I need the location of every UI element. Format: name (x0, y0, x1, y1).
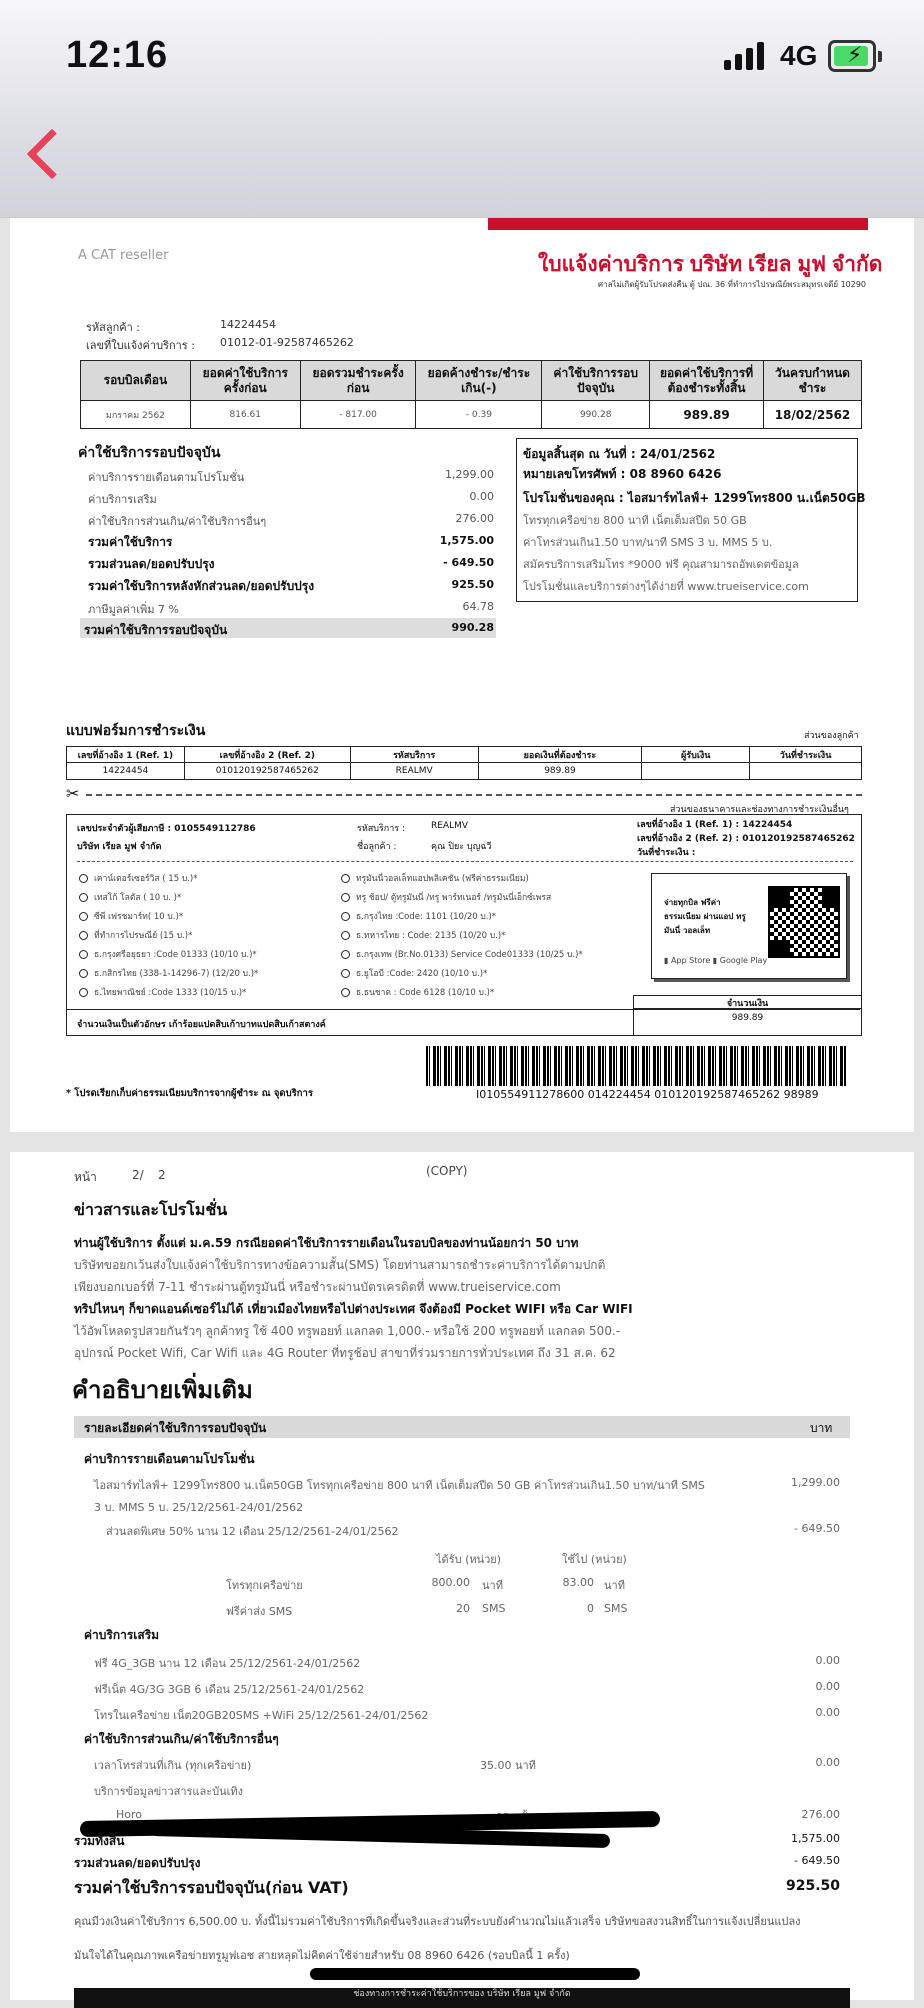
channel-item: ธ.กรุงเทพ (Br.No.0133) Service Code01333 (10/25 บ.)* (341, 947, 583, 961)
total-label: รวมทั้งสิ้น (74, 1834, 125, 1848)
usage-used-unit: นาที (604, 1579, 625, 1592)
charge-value: 0.00 (469, 490, 494, 503)
payform-note: ส่วนของลูกค้า (804, 731, 859, 741)
channel-item: เคาน์เตอร์เซอร์วิส ( 15 บ.)* (79, 871, 197, 885)
radio-icon (79, 874, 88, 883)
amount-due-cell: 989.89 (650, 401, 764, 429)
network-type: 4G (780, 40, 818, 71)
news-line: เพียงบอกเบอร์ที่ 7-11 ชำระผ่านตู้ทรูมันนี่ หรือชำระผ่านบัตรเครดิตที่ www.trueiservice.com (74, 1280, 561, 1294)
charge-value: 925.50 (451, 578, 494, 591)
charges-total-label: รวมค่าใช้บริการรอบปัจจุบัน (84, 623, 228, 637)
radio-icon (79, 912, 88, 921)
info-phone: หมายเลขโทรศัพท์ : 08 8960 6426 (523, 467, 722, 481)
ref1: เลขที่อ้างอิง 1 (Ref. 1) : 14224454 (637, 820, 793, 830)
info-line: สมัครบริการเสริมโทร *9000 ฟรี คุณสามารถอัพเดตข้อมูล (523, 558, 799, 571)
tax-id: เลขประจำตัวผู้เสียภาษี : 0105549112786 (77, 824, 256, 834)
pay-header: เลขที่อ้างอิง 1 (Ref. 1) (67, 747, 185, 763)
qr-promo-text: จ่ายทุกบิล ฟรีค่าธรรมเนียม ผ่านแอป ทรูมันนี่ วอลเล็ท (664, 898, 746, 935)
usage-used: 83.00 (562, 1576, 594, 1589)
usage-got-unit: SMS (482, 1602, 506, 1615)
radio-icon (341, 969, 350, 978)
extra-title: ค่าใช้บริการส่วนเกิน/ค่าใช้บริการอื่นๆ (84, 1732, 279, 1746)
used-units-label: ใช้ไป (หน่วย) (562, 1553, 627, 1566)
received-units-label: ได้รับ (หน่วย) (436, 1553, 502, 1566)
footnote-credit-limit: คุณมีวงเงินค่าใช้บริการ 6,500.00 บ. ทั้งนี้ไม่รวมค่าใช้บริการที่เกิดขึ้นจริงและส่วนที่ระบบยังคำนวณไม่แล้วเสร็จ บริษัทขอสงวนสิทธิ์ในการแจ้งเปลี่ยนแปลง (74, 1915, 801, 1928)
page-label: หน้า (74, 1170, 97, 1184)
final-value: 925.50 (785, 1878, 840, 1894)
pay-cell: 14224454 (67, 763, 185, 780)
pay-date-label: วันที่ชำระเงิน : (637, 848, 696, 858)
bill-page-1 (10, 216, 914, 1132)
bill-page-2 (10, 1152, 914, 2000)
channel-item: ธ.ธนชาต : Code 6128 (10/10 บ.)* (341, 985, 494, 999)
return-address: ศาลไม่เกิดผู้รับโปรดส่งคืน ตู้ ปณ. 36 ที่ทำการไปรษณีย์พระสมุทรเจดีย์ 10290 (598, 280, 867, 289)
monthly-line-1: ไอสมาร์ทไลฟ์+ 1299โทร800 น.เน็ต50GB โทรทุกเครือข่าย 800 นาที เน็ตเต็มสปีด 50 GB ค่าโทรส่วนเกิน1.50 บาท/นาที SMS (94, 1479, 705, 1492)
monthly-value: 1,299.00 (791, 1476, 840, 1489)
status-bar (0, 0, 924, 218)
invoice-no-label: เลขที่ใบแจ้งค่าบริการ : (86, 339, 195, 352)
usage-got: 20 (456, 1602, 470, 1615)
cut-line (86, 794, 862, 796)
channel-item: เทสโก้ โลตัส ( 10 บ. )* (79, 890, 181, 904)
extra-info: บริการข้อมูลข่าวสารและบันเทิง (94, 1785, 244, 1798)
reseller-note: A CAT reseller (78, 248, 169, 263)
clock: 12:16 (66, 34, 169, 76)
usage-name: ฟรีค่าส่ง SMS (226, 1605, 293, 1618)
summary-header: ยอดค่าใช้บริการครั้งก่อน (190, 361, 300, 401)
channel-item: ทรู ช้อป/ ตู้ทรูมันนี่ /ทรู พาร์ทเนอร์ /ทรูมันนี่เอ็กซ์เพรส (341, 890, 551, 904)
amount-in-words: จำนวนเงินเป็นตัวอักษร เก้าร้อยแปดสิบเก้าบาทแปดสิบเก้าสตางค์ (77, 1020, 326, 1030)
footnote-network: มันใจได้ในคุณภาพเครือข่ายทรูมูฟเอช สายหลุดไม่คิดค่าใช้จ่ายสำหรับ 08 8960 6426 (รอบบิลนี้ 1 ครั้ง) (74, 1949, 570, 1962)
news-line: บริษัทขอยกเว้นส่งใบแจ้งค่าใช้บริการทางข้อความสั้น(SMS) โดยท่านสามารถชำระค่าบริการได้ตามปกติ (74, 1258, 606, 1272)
news-title: ข่าวสารและโปรโมชั่น (74, 1200, 228, 1219)
discount-total-value: - 649.50 (794, 1854, 840, 1867)
radio-icon (341, 950, 350, 959)
news-line: ท่านผู้ใช้บริการ ตั้งแต่ ม.ค.59 กรณียอดค่าใช้บริการรายเดือนในรอบบิลของท่านน้อยกว่า 50 บาท (74, 1236, 579, 1250)
info-promo: โปรโมชั่นของคุณ : ไอสมาร์ทไลฟ์+ 1299โทร800 น.เน็ต50GB (523, 491, 866, 505)
bank-note: ส่วนของธนาคารและช่องทางการชำระเงินอื่นๆ (670, 805, 849, 815)
channel-item: ธ.ยูโอบี :Code: 2420 (10/10 บ.)* (341, 966, 487, 980)
horo-service: Horo (116, 1808, 143, 1821)
info-date: ข้อมูลสิ้นสุด ณ วันที่ : 24/01/2562 (523, 447, 716, 461)
usage-name: โทรทุกเครือข่าย (226, 1579, 303, 1592)
header-red-bar (488, 216, 868, 230)
cust-name-label: ชื่อลูกค้า : (357, 842, 397, 852)
copy-mark: (COPY) (426, 1164, 468, 1178)
channel-item: ทรูมันนี่วอลเล็ทแอปพลิเคชัน (ฟรีค่าธรรมเนียม) (341, 871, 529, 885)
bank-slip-box (66, 814, 862, 1036)
radio-icon (341, 874, 350, 883)
invoice-no: 01012-01-92587465262 (220, 336, 354, 349)
pay-header: รหัสบริการ (350, 747, 478, 763)
detail-header: รายละเอียดค่าใช้บริการรอบปัจจุบัน (84, 1421, 267, 1435)
charge-label: ค่าบริการเสริม (88, 493, 157, 506)
summary-cell: - 0.39 (416, 401, 542, 429)
info-line: โทรทุกเครือข่าย 800 นาที เน็ตเต็มสปีด 50 GB (523, 514, 747, 527)
pay-header: ยอดเงินที่ต้องชำระ (478, 747, 642, 763)
customer-id: 14224454 (220, 318, 276, 331)
addon-item: ฟรี 4G_3GB นาน 12 เดือน 25/12/2561-24/01/2562 (94, 1657, 361, 1670)
channel-item: ธ.ทหารไทย : Code: 2135 (10/20 บ.)* (341, 928, 505, 942)
pay-cell: REALMV (350, 763, 478, 780)
final-label: รวมค่าใช้บริการรอบปัจจุบัน(ก่อน VAT) (74, 1878, 349, 1897)
payform-title: แบบฟอร์มการชำระเงิน (66, 723, 206, 739)
charge-value: 1,575.00 (439, 534, 494, 547)
charges-title: ค่าใช้บริการรอบปัจจุบัน (78, 445, 221, 461)
bill-title: ใบแจ้งค่าบริการ บริษัท เรียล มูฟ จำกัด (538, 253, 883, 276)
charge-value: 64.78 (462, 600, 494, 613)
radio-icon (341, 912, 350, 921)
bottom-bar: ช่องทางการชำระค่าใช้บริการของ บริษัท เรียล มูฟ จำกัด (74, 1988, 850, 2008)
charges-total: 990.28 (451, 621, 494, 634)
usage-got: 800.00 (431, 1576, 470, 1589)
battery-icon: ⚡ (828, 40, 876, 72)
radio-icon (341, 931, 350, 940)
info-line: โปรโมชั่นและบริการต่างๆได้ง่ายที่ www.trueiservice.com (523, 580, 809, 593)
channel-item: ธ.ไทยพาณิชย์ :Code 1333 (10/15 บ.)* (79, 985, 246, 999)
channel-item: ธ.กรุงไทย :Code: 1101 (10/20 บ.)* (341, 909, 496, 923)
radio-icon (79, 988, 88, 997)
back-chevron-icon[interactable] (27, 129, 78, 180)
charge-value: 1,299.00 (445, 468, 494, 481)
news-line: ไว้อัพโหลดรูปสวยกันรัวๆ ลูกค้าทรู ใช้ 400 ทรูพอยท์ แลกลด 1,000.- หรือใช้ 200 ทรูพอยท์ แลกลด 500.- (74, 1324, 621, 1338)
news-line: อุปกรณ์ Pocket Wifi, Car Wifi และ 4G Router ที่ทรูช้อป สาขาที่ร่วมรายการทั่วประเทศ ถึง 31 ส.ค. 62 (74, 1346, 616, 1360)
pay-header: วันที่ชำระเงิน (750, 747, 862, 763)
discount-total-label: รวมส่วนลด/ยอดปรับปรุง (74, 1856, 201, 1870)
charge-value: - 649.50 (443, 556, 494, 569)
charge-label: ภาษีมูลค่าเพิ่ม 7 % (88, 603, 179, 616)
charge-label: รวมส่วนลด/ยอดปรับปรุง (88, 557, 215, 571)
addon-title: ค่าบริการเสริม (84, 1628, 160, 1642)
summary-cell: มกราคม 2562 (81, 401, 191, 429)
summary-header: รอบบิลเดือน (81, 361, 191, 401)
discount-value: - 649.50 (794, 1522, 840, 1535)
news-line: ทริปไหนๆ ก็ขาดแอนด์เซอร์ไม่ได้ เที่ยวเมืองไทยหรือไปต่างประเทศ จึงต้องมี Pocket WIFI หรือ Car WIFI (74, 1302, 633, 1316)
monthly-line-2: 3 บ. MMS 5 บ. 25/12/2561-24/01/2562 (94, 1501, 304, 1514)
summary-header: ค่าใช้บริการรอบปัจจุบัน (542, 361, 650, 401)
discount-line: ส่วนลดพิเศษ 50% นาน 12 เดือน 25/12/2561-24/01/2562 (106, 1525, 399, 1538)
svc-code-label: รหัสบริการ : (357, 824, 406, 834)
charge-label: ค่าบริการรายเดือนตามโปรโมชั่น (88, 471, 245, 484)
extra-call: เวลาโทรส่วนที่เกิน (ทุกเครือข่าย) (94, 1759, 252, 1772)
app-store-badges-icon: ▮ App Store ▮ Google Play (664, 956, 768, 965)
svc-code: REALMV (431, 821, 469, 831)
summary-header: ยอดค่าใช้บริการที่ต้องชำระทั้งสิ้น (650, 361, 764, 401)
total-value: 1,575.00 (791, 1832, 840, 1845)
extra-call-value: 0.00 (815, 1756, 840, 1769)
company-name: บริษัท เรียล มูฟ จำกัด (77, 842, 162, 852)
channel-item: ซีพี เฟรชมาร์ท( 10 บ.)* (79, 909, 183, 923)
amount-label: จำนวนเงิน (634, 995, 861, 1009)
usage-used: 0 (587, 1602, 594, 1615)
barcode-icon (426, 1046, 846, 1086)
radio-icon (79, 893, 88, 902)
radio-icon (79, 931, 88, 940)
radio-icon (79, 950, 88, 959)
summary-header: ยอดรวมชำระครั้งก่อน (300, 361, 416, 401)
usage-got-unit: นาที (482, 1579, 503, 1592)
promo-info-box (516, 438, 866, 602)
charge-label: รวมค่าใช้บริการหลังหักส่วนลด/ยอดปรับปรุง (88, 579, 315, 593)
pay-cell (750, 763, 862, 780)
description-title: คำอธิบายเพิ่มเติม (72, 1376, 253, 1404)
radio-icon (341, 893, 350, 902)
due-date-cell: 18/02/2562 (763, 401, 861, 429)
channel-item: ธ.กสิกรไทย (338-1-14296-7) (12/20 บ.)* (79, 966, 258, 980)
charge-label: รวมค่าใช้บริการ (88, 535, 173, 549)
addon-value: 0.00 (815, 1706, 840, 1719)
qr-code-icon[interactable] (768, 886, 840, 958)
usage-used-unit: SMS (604, 1602, 628, 1615)
summary-header: ยอดค้างชำระ/ชำระเกิน(-) (416, 361, 542, 401)
channel-item: ธ.กรุงศรีอยุธยา :Code 01333 (10/10 บ.)* (79, 947, 257, 961)
fee-note: * โปรดเรียกเก็บค่าธรรมเนียมบริการจากผู้ชำระ ณ จุดบริการ (66, 1088, 313, 1099)
pay-header: ผู้รับเงิน (642, 747, 750, 763)
addon-item: ฟรีเน็ต 4G/3G 3GB 6 เดือน 25/12/2561-24/01/2562 (94, 1683, 365, 1696)
ref2: เลขที่อ้างอิง 2 (Ref. 2) : 010120192587465262 (637, 834, 855, 844)
amount-value: 989.89 (731, 1013, 764, 1023)
truemoney-qr-box (651, 873, 847, 979)
pay-header: เลขที่อ้างอิง 2 (Ref. 2) (184, 747, 350, 763)
addon-value: 0.00 (815, 1680, 840, 1693)
horo-value: 276.00 (801, 1808, 840, 1821)
charge-value: 276.00 (455, 512, 494, 525)
divider (77, 861, 853, 862)
radio-icon (341, 988, 350, 997)
scissors-icon: ✂ (66, 784, 80, 803)
amount-box (633, 995, 861, 1035)
cust-name: คุณ ปิยะ บุญฉวี (431, 842, 492, 852)
summary-cell: - 817.00 (300, 401, 416, 429)
extra-call-units: 35.00 นาที (480, 1759, 536, 1772)
charge-label: ค่าใช้บริการส่วนเกิน/ค่าใช้บริการอื่นๆ (88, 515, 267, 528)
bill-summary-table (80, 360, 862, 429)
summary-cell: 990.28 (542, 401, 650, 429)
pay-cell: 010120192587465262 (184, 763, 350, 780)
pay-cell (642, 763, 750, 780)
channel-item: ที่ทำการไปรษณีย์ (15 บ.)* (79, 928, 192, 942)
payment-ref-table (66, 746, 862, 780)
monthly-title: ค่าบริการรายเดือนตามโปรโมชั่น (84, 1452, 255, 1466)
barcode-text: I010554911278600 014224454 010120192587465262 98989 (476, 1088, 819, 1101)
info-line: ค่าโทรส่วนเกิน1.50 บาท/นาที SMS 3 บ. MMS 5 บ. (523, 536, 773, 549)
pay-cell: 989.89 (478, 763, 642, 780)
addon-value: 0.00 (815, 1654, 840, 1667)
customer-id-label: รหัสลูกค้า : (86, 321, 141, 334)
summary-cell: 816.61 (190, 401, 300, 429)
baht-label: บาท (810, 1421, 833, 1435)
radio-icon (79, 969, 88, 978)
addon-item: โทรในเครือข่าย เน็ต20GB20SMS +WiFi 25/12/2561-24/01/2562 (94, 1709, 429, 1722)
page-number: 2/ (132, 1168, 144, 1182)
summary-header: วันครบกำหนดชำระ (763, 361, 861, 401)
home-indicator (310, 1968, 640, 1980)
page-total: 2 (158, 1168, 166, 1182)
